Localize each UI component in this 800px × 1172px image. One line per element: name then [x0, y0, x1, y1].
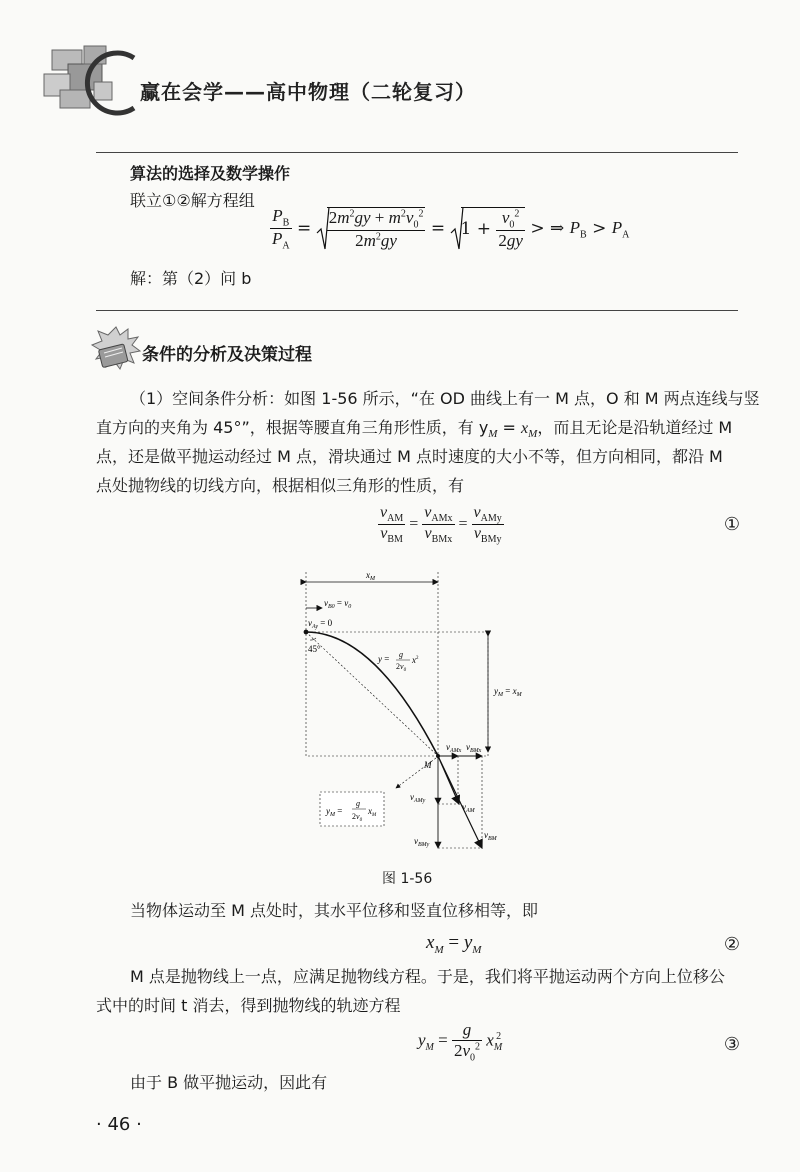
algo-heading: 算法的选择及数学操作 — [130, 164, 291, 183]
eq-number-3: ③ — [723, 1034, 740, 1055]
m-point-label: M — [424, 760, 432, 770]
notebook-icon — [92, 325, 140, 373]
figure-1-56 — [296, 566, 522, 856]
header-title: 赢在会学——高中物理（二轮复习） — [140, 80, 476, 104]
svg-text:g: g — [356, 799, 360, 808]
eq-number-2: ② — [723, 934, 740, 955]
para1-line3: 点，还是做平抛运动经过 M 点，滑块通过 M 点时速度的大小不等，但方向相同，都沿 M — [96, 447, 723, 466]
eq-number-1: ① — [723, 514, 740, 535]
box-bottom-rule — [96, 310, 738, 311]
svg-text:2v0: $2v_0$ — [352, 812, 363, 823]
section-title: 条件的分析及决策过程 — [142, 345, 312, 365]
vb0-label: $v_{B0} = v_0$ — [324, 598, 352, 610]
vay0-label: $v_{Ay} = 0$ — [308, 618, 333, 630]
para3-line2: 式中的时间 t 消去，得到抛物线的轨迹方程 — [96, 996, 401, 1015]
algo-line1: 联立①②解方程组 — [130, 191, 255, 210]
equation-2: $x_M = y_M$ — [426, 932, 482, 956]
ym-xm-label: $y_M = x_M$ — [494, 686, 522, 698]
header-decoration — [38, 38, 138, 116]
para1-line2: 直方向的夹角为 45°”，根据等腰直角三角形性质，有 $y_M = x_M$，而且无论是沿轨道经过 M — [96, 418, 733, 441]
para1-line4: 点处抛物线的切线方向，根据相似三角形的性质，有 — [96, 476, 465, 495]
figure-caption: 图 1-56 — [382, 871, 433, 887]
vbmx-label: $v_{BMx}$ — [466, 742, 482, 754]
equation-3: $y_M$ = $\frac{g}{2v_0^2}$ $x_M^2$ — [418, 1020, 503, 1064]
vbmy-label: $v_{BMy}$ — [414, 836, 430, 848]
svg-text:x2: $x^2$ — [412, 655, 419, 665]
svg-text:g: g — [399, 650, 403, 659]
xm-top-label: $x_M$ — [366, 570, 375, 582]
curve-eq-label: y = — [378, 654, 390, 664]
para1-line2-text: 直方向的夹角为 45°”，根据等腰直角三角形性质，有 y — [96, 418, 489, 437]
svg-text:2v0: $2v_0$ — [396, 662, 407, 673]
para1-line1: （1）空间条件分析：如图 1-56 所示，“在 OD 曲线上有一 M 点，O 和 M 两点连线与竖 — [130, 389, 760, 408]
angle-label: 45° — [308, 644, 321, 654]
box-top-rule — [96, 152, 738, 153]
velocity-ratio-equation: $\frac{v_{AM}}{v_{BM}}$ = $\frac{v_{AMx}}{v_{BMx}}$ = $\frac{v_{AMy}}{v_{BMy}}$ — [380, 504, 502, 546]
ratio-equation: $\frac{P_B}{P_A}$ = $\frac{2m^2gy + m^2v_0^2}{2m^2gy}$ = 1 + $\frac{v_0^2}{2gy}$ > ⇒ $P_B > P_A$ — [272, 206, 630, 252]
page-number: · 46 · — [96, 1114, 142, 1135]
algo-answer: 解：第（2）问 b — [130, 269, 252, 288]
vamx-label: $v_{AMx}$ — [446, 742, 462, 754]
vamy-label: $v_{AMy}$ — [410, 792, 426, 804]
para2-text: 当物体运动至 M 点处时，其水平位移和竖直位移相等，即 — [130, 901, 538, 920]
para4-text: 由于 B 做平抛运动，因此有 — [130, 1073, 328, 1092]
vam-label: $v_{AM}$ — [462, 802, 475, 814]
vbm-label: $v_{BM}$ — [484, 830, 497, 842]
svg-text:yM =: $y_M$ = — [326, 806, 343, 818]
svg-text:xM: $x_M$ — [368, 806, 377, 818]
para3-line1: M 点是抛物线上一点，应满足抛物线方程。于是，我们将平抛运动两个方向上位移公 — [130, 967, 725, 986]
para1-line2-tail: ，而且无论是沿轨道经过 M — [537, 418, 733, 437]
